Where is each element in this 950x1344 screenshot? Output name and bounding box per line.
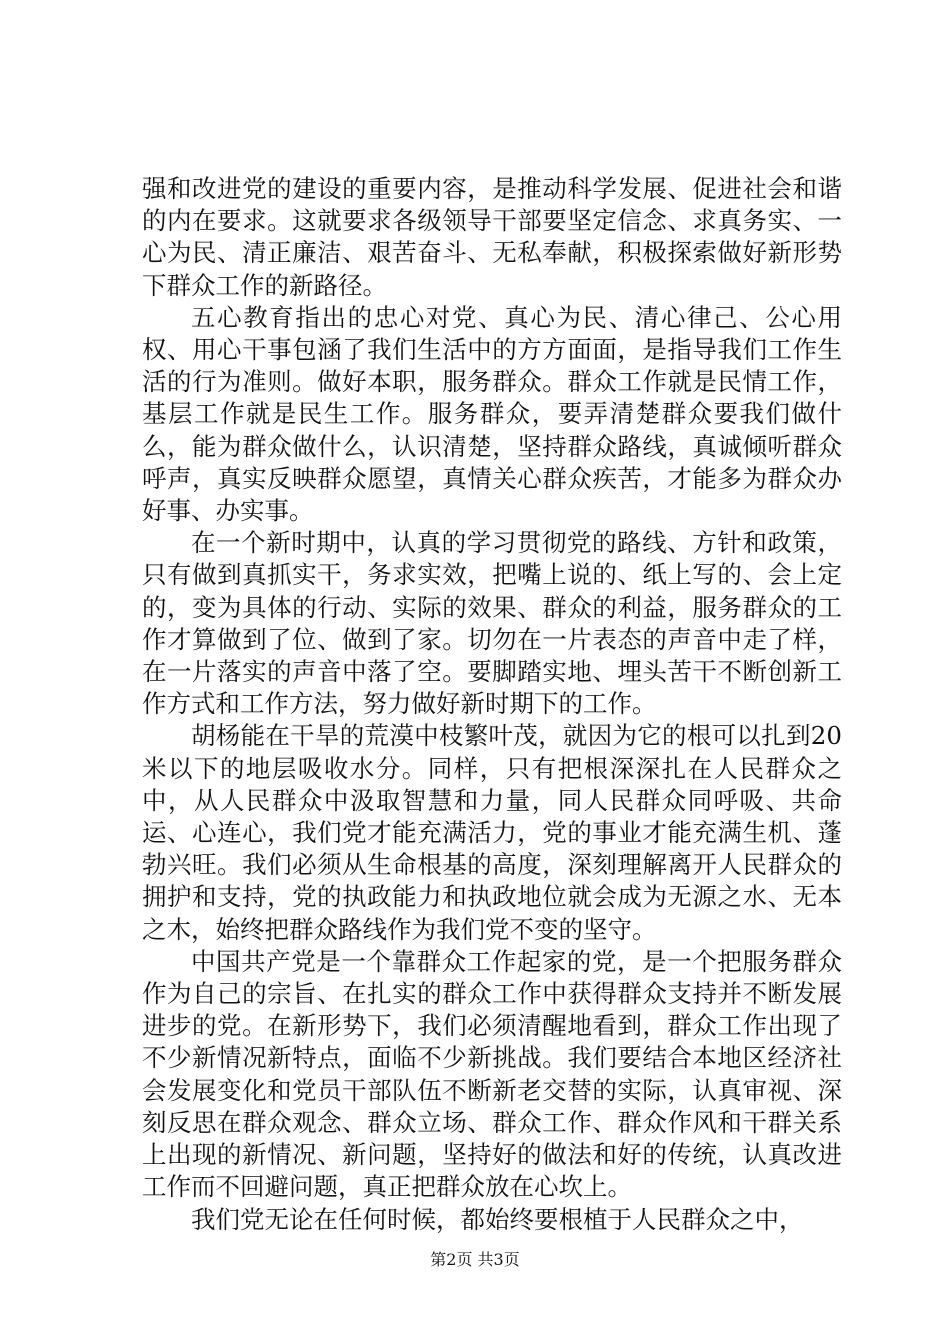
paragraph-3: 在一个新时期中，认真的学习贯彻党的路线、方针和政策，只有做到真抓实干，务求实效，把嘴上说的、纸上写的、会上定的，变为具体的行动、实际的效果、群众的利益，服务群众的工作才算做到了位、做到了家。切勿在一片表态的声音中走了样，在一片落实的声音中落了空。要脚踏实地、埋头苦干不断创新工作方式和工作方法，努力做好新时期下的工作。 bbox=[142, 528, 842, 719]
paragraph-4: 胡杨能在干旱的荒漠中枝繁叶茂，就因为它的根可以扎到20米以下的地层吸收水分。同样，只有把根深深扎在人民群众之中，从人民群众中汲取智慧和力量，同人民群众同呼吸、共命运、心连心，我们党才能充满活力，党的事业才能充满生机、蓬勃兴旺。我们必须从生命根基的高度，深刻理解离开人民群众的拥护和支持，党的执政能力和执政地位就会成为无源之水、无本之木，始终把群众路线作为我们党不变的坚守。 bbox=[142, 721, 842, 944]
page-number: 第2页 共3页 bbox=[430, 1250, 520, 1269]
document-body bbox=[142, 173, 842, 1236]
paragraph-5: 中国共产党是一个靠群众工作起家的党，是一个把服务群众作为自己的宗旨、在扎实的群众工作中获得群众支持并不断发展进步的党。在新形势下，我们必须清醒地看到，群众工作出现了不少新情况新特点，面临不少新挑战。我们要结合本地区经济社会发展变化和党员干部队伍不断新老交替的实际，认真审视、深刻反思在群众观念、群众立场、群众工作、群众作风和干群关系上出现的新情况、新问题，坚持好的做法和好的传统，认真改进工作而不回避问题，真正把群众放在心坎上。 bbox=[142, 946, 842, 1202]
page-footer bbox=[0, 1247, 950, 1270]
paragraph-2: 五心教育指出的忠心对党、真心为民、清心律己、公心用权、用心干事包涵了我们生活中的方方面面，是指导我们工作生活的行为准则。做好本职，服务群众。群众工作就是民情工作，基层工作就是民生工作。服务群众，要弄清楚群众要我们做什么，能为群众做什么，认识清楚，坚持群众路线，真诚倾听群众呼声，真实反映群众愿望，真情关心群众疾苦，才能多为群众办好事、办实事。 bbox=[142, 302, 842, 526]
paragraph-1: 强和改进党的建设的重要内容，是推动科学发展、促进社会和谐的内在要求。这就要求各级领导干部要坚定信念、求真务实、一心为民、清正廉洁、艰苦奋斗、无私奉献，积极探索做好新形势下群众工作的新路径。 bbox=[142, 174, 842, 300]
paragraph-6: 我们党无论在任何时候，都始终要根植于人民群众之中， bbox=[191, 1204, 804, 1234]
